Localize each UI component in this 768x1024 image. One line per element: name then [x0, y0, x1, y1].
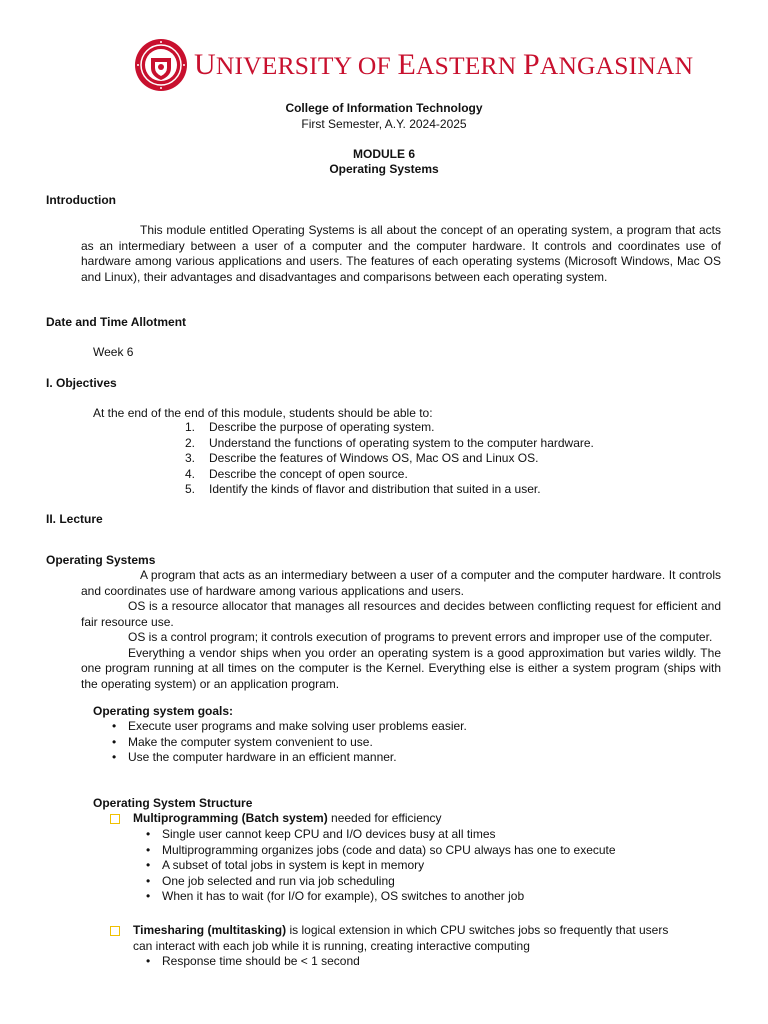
goals-list [108, 719, 467, 766]
module-title: Operating Systems [329, 162, 439, 176]
list-item: • Make the computer system convenient to use. [108, 735, 467, 751]
os-heading: Operating Systems [46, 553, 156, 567]
list-item: 3. Describe the features of Windows OS, Mac OS and Linux OS. [185, 451, 539, 465]
list-item: 2. Understand the functions of operating system to the computer hardware. [185, 435, 594, 450]
lecture-heading: II. Lecture [46, 512, 103, 526]
list-item: • Multiprogramming organizes jobs (code and data) so CPU always has one to execute [142, 843, 616, 859]
list-item: • Response time should be < 1 second [142, 954, 360, 970]
goals-heading: Operating system goals: [93, 704, 234, 718]
list-item: • Use the computer hardware in an efficient manner. [108, 750, 467, 766]
multiprogramming-item: Multiprogramming (Batch system) needed for efficiency [110, 811, 442, 827]
objectives-lead: At the end of the end of this module, students should be able to: [93, 406, 433, 420]
introduction-paragraph: This module entitled Operating Systems is all about the concept of an operating system, a program that acts as an intermediary between a user of a computer and the computer hardware. It controls and coordinates use of hardware among various applications and users. The features of each operating systems (Microsoft Windows, Mac OS and Linux), their advantages and disadvantages and comparisons between each operating system. [81, 223, 721, 284]
list-item: • Single user cannot keep CPU and I/O devices busy at all times [142, 827, 616, 843]
list-item: 1. Describe the purpose of operating system. [185, 420, 435, 434]
list-item: • A subset of total jobs in system is kept in memory [142, 858, 616, 874]
module-number: MODULE 6 [352, 147, 415, 161]
square-bullet-icon [110, 926, 120, 936]
list-item: 4. Describe the concept of open source. [185, 466, 408, 481]
semester-line: First Semester, A.Y. 2024-2025 [301, 117, 467, 131]
allotment-value: Week 6 [93, 345, 134, 359]
allotment-heading: Date and Time Allotment [46, 315, 187, 329]
os-paragraphs: A program that acts as an intermediary between a user of a computer and the computer hardware. It controls and coordinates use of hardware among various applications and users. OS is a resource allocator that manages all resources and decides between conflicting request for efficient and fair resource use. OS is a control program; it controls execution of programs to prevent errors and improper use of the computer. Everything a vendor ships when you order an operating system is a good approximation but varies wildly. The one program running at all times on the computer is the Kernel. Everything else is either a system program (ships with the operating system) or an application program. [81, 568, 721, 691]
objectives-heading: I. Objectives [46, 376, 117, 390]
list-item: • One job selected and run via job scheduling [142, 874, 616, 890]
square-bullet-icon [110, 814, 120, 824]
college-name: College of Information Technology [285, 101, 483, 115]
university-name: UNIVERSITY OF EASTERN PANGASINAN [194, 47, 694, 81]
list-item: • Execute user programs and make solving user problems easier. [108, 719, 467, 735]
university-header [134, 38, 693, 92]
university-seal-icon [134, 38, 188, 92]
multiprogramming-list [142, 827, 616, 905]
structure-heading: Operating System Structure [93, 796, 253, 810]
list-item: 5. Identify the kinds of flavor and distribution that suited in a user. [185, 482, 541, 496]
timesharing-item: Timesharing (multitasking) is logical extension in which CPU switches jobs so frequently that users can interact with each job while it is running, creating interactive computing [110, 923, 680, 954]
timesharing-list [142, 954, 360, 970]
objectives-list [185, 420, 594, 498]
introduction-heading: Introduction [46, 193, 116, 207]
list-item: • When it has to wait (for I/O for example), OS switches to another job [142, 889, 616, 905]
